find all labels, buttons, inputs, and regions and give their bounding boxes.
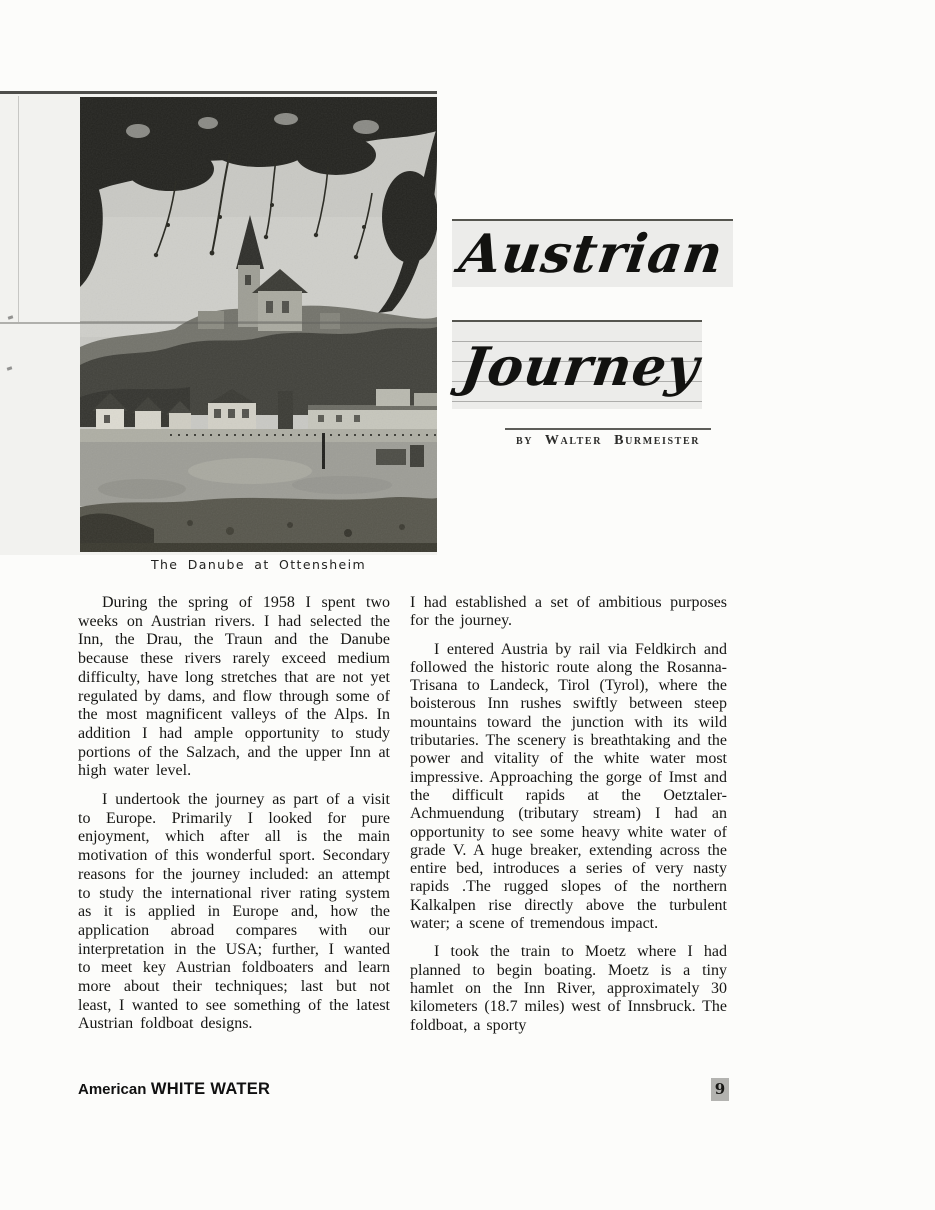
title-text-journey: Journey [457, 336, 704, 398]
paragraph: I entered Austria by rail via Feldkirch and followed the historic route along the Rosanna-Trisana to Landeck, Tirol (Tyrol), where the boisterous Inn rushes swiftly between steep mountains toward the junction with its wild tributaries. The scenery is breathtaking and the power and vitality of the white water most impressive. Approaching the gorge of Imst and the difficult rapids at the Oetztaler-Achmuendung (tributary stream) I had an opportunity to see some heavy white water of grade V. A huge breaker, extending across the entire bed, introduces a series of very nasty rapids .The rugged slopes of the northern Kalkalpen rise directly above the turbulent water; a scene of tremendous impact. [410, 640, 727, 933]
title-text-austrian: Austrian [455, 223, 728, 285]
photo-caption: The Danube at Ottensheim [150, 557, 367, 572]
article-title-block-2 [452, 320, 702, 409]
article-title-block-1 [452, 219, 733, 287]
top-rule [0, 91, 437, 94]
scan-crease-line [0, 322, 437, 324]
article-column-right [410, 594, 727, 1045]
danube-photo [80, 97, 437, 552]
magazine-footer-prefix: American [78, 1081, 147, 1098]
byline [505, 428, 711, 449]
page-number: 9 [711, 1078, 729, 1101]
paragraph: I took the train to Moetz where I had planned to begin boating. Moetz is a tiny hamlet on the Inn River, approximately 30 kilometers (18.7 miles) west of Innsbruck. The foldboat, a sporty [410, 943, 727, 1034]
paragraph: During the spring of 1958 I spent two weeks on Austrian rivers. I had selected the Inn, the Drau, the Traun and the Danube because these rivers rarely exceed medium difficulty, have long stretches that are not yet regulated by dams, and flow through some of the most magnificent valleys of the Alps. In addition I had ample opportunity to study portions of the Salzach, and the upper Inn at high water level. [78, 594, 390, 780]
article-column-left [78, 594, 390, 1044]
paragraph: I had established a set of ambitious purposes for the journey. [410, 594, 727, 630]
danube-photo-art [80, 97, 437, 552]
magazine-footer-title [78, 1080, 270, 1099]
paragraph: I undertook the journey as part of a visit to Europe. Primarily I looked for pure enjoyment, which after all is the main motivation of this wonderful sport. Secondary reasons for the journey included: an attempt to study the international river rating system as it is applied in Europe and, how the application abroad compares with our interpretation in the USA; further, I wanted to meet key Austrian foldboaters and learn more about their techniques; last but not least, I wanted to see something of the latest Austrian foldboat designs. [78, 791, 390, 1033]
byline-text: by Walter Burmeister [515, 433, 701, 448]
magazine-footer-name: WHITE WATER [150, 1080, 271, 1098]
scan-edge-line [18, 96, 19, 322]
